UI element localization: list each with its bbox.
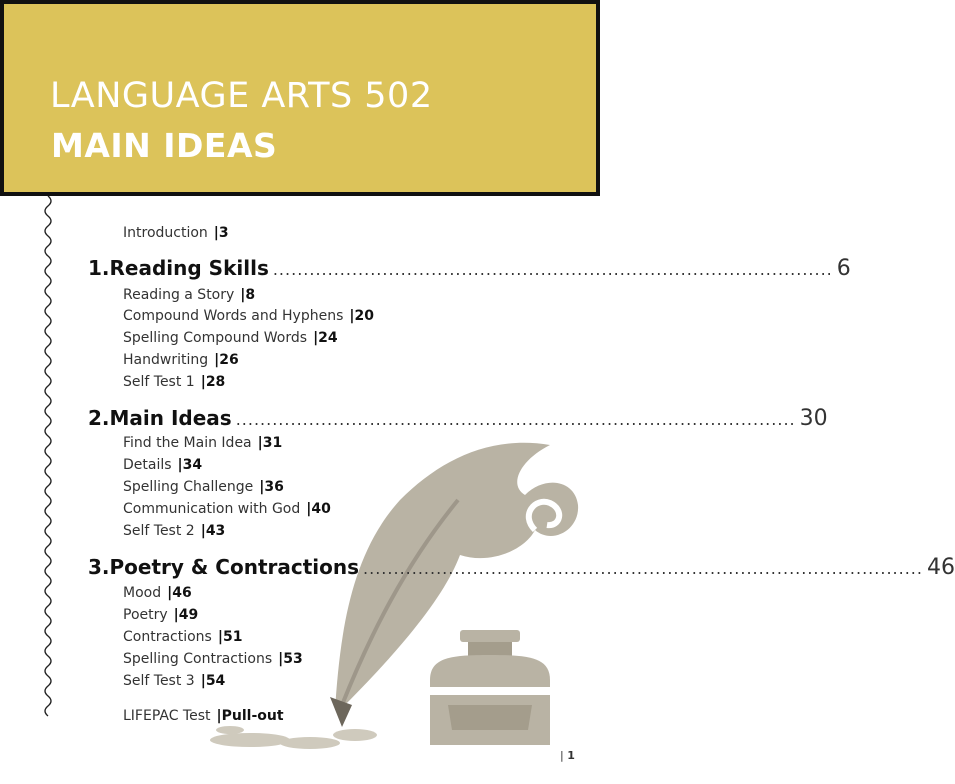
item-page: |28 — [200, 374, 226, 390]
unit-3-heading[interactable] — [88, 555, 955, 580]
dot-leader: ............................................................................................ — [235, 410, 796, 429]
item-page: |49 — [173, 607, 199, 623]
unit-number: 1. — [88, 256, 110, 280]
list-item[interactable] — [123, 352, 239, 368]
test-label: LIFEPAC Test — [123, 708, 211, 724]
list-item[interactable] — [123, 585, 192, 601]
unit-number: 2. — [88, 406, 110, 430]
item-label: Spelling Contractions — [123, 651, 273, 667]
item-page: |54 — [200, 673, 226, 689]
quill-and-inkwell-icon — [190, 405, 595, 755]
list-item[interactable] — [123, 629, 242, 645]
page-number-value: 1 — [567, 749, 575, 762]
page-number — [560, 749, 575, 762]
item-label: Find the Main Idea — [123, 435, 252, 451]
intro-label: Introduction — [123, 225, 208, 241]
unit-page: 46 — [926, 555, 955, 580]
lifepac-test-entry[interactable] — [123, 708, 284, 724]
item-page: |46 — [167, 585, 192, 601]
unit-title: Poetry & Contractions — [109, 555, 360, 579]
wavy-margin-line — [40, 196, 56, 721]
item-page: |51 — [217, 629, 243, 645]
item-page: |43 — [200, 523, 226, 539]
list-item[interactable] — [123, 287, 255, 303]
item-label: Spelling Challenge — [123, 479, 254, 495]
list-item[interactable] — [123, 607, 198, 623]
dot-leader: ............................................................................................ — [363, 559, 923, 578]
unit-title: MAIN IDEAS — [51, 126, 278, 165]
unit-title: Reading Skills — [109, 256, 269, 280]
unit-1-heading[interactable] — [88, 256, 851, 281]
item-label: Self Test 3 — [123, 673, 195, 689]
item-label: Self Test 2 — [123, 523, 195, 539]
list-item[interactable] — [123, 673, 225, 689]
item-label: Self Test 1 — [123, 374, 195, 390]
test-page: |Pull-out — [216, 708, 284, 724]
item-label: Handwriting — [123, 352, 209, 368]
unit-2-heading[interactable] — [88, 406, 828, 431]
list-item[interactable] — [123, 457, 202, 473]
item-page: |26 — [214, 352, 239, 368]
dot-leader: ............................................................................................ — [272, 260, 833, 279]
intro-entry[interactable] — [123, 225, 229, 241]
list-item[interactable] — [123, 523, 225, 539]
item-label: Mood — [123, 585, 162, 601]
unit-title: Main Ideas — [109, 406, 232, 430]
list-item[interactable] — [123, 435, 282, 451]
item-page: |8 — [240, 287, 256, 303]
item-page: |24 — [313, 330, 338, 346]
item-page: |36 — [259, 479, 284, 495]
item-page: |34 — [177, 457, 203, 473]
list-item[interactable] — [123, 374, 225, 390]
item-label: Contractions — [123, 629, 212, 645]
item-label: Reading a Story — [123, 287, 235, 303]
list-item[interactable] — [123, 330, 338, 346]
page-separator: | — [560, 749, 564, 762]
item-label: Poetry — [123, 607, 168, 623]
item-label: Compound Words and Hyphens — [123, 308, 344, 324]
unit-page: 6 — [836, 256, 851, 281]
item-page: |53 — [278, 651, 303, 667]
unit-page: 30 — [799, 406, 828, 431]
title-banner — [0, 0, 600, 196]
list-item[interactable] — [123, 651, 303, 667]
item-label: Details — [123, 457, 172, 473]
list-item[interactable] — [123, 501, 331, 517]
list-item[interactable] — [123, 308, 374, 324]
item-page: |40 — [306, 501, 331, 517]
intro-page: |3 — [213, 225, 229, 241]
item-label: Communication with God — [123, 501, 301, 517]
item-page: |31 — [257, 435, 283, 451]
list-item[interactable] — [123, 479, 284, 495]
item-page: |20 — [349, 308, 374, 324]
unit-number: 3. — [88, 555, 110, 579]
item-label: Spelling Compound Words — [123, 330, 308, 346]
course-title: LANGUAGE ARTS 502 — [50, 76, 433, 116]
